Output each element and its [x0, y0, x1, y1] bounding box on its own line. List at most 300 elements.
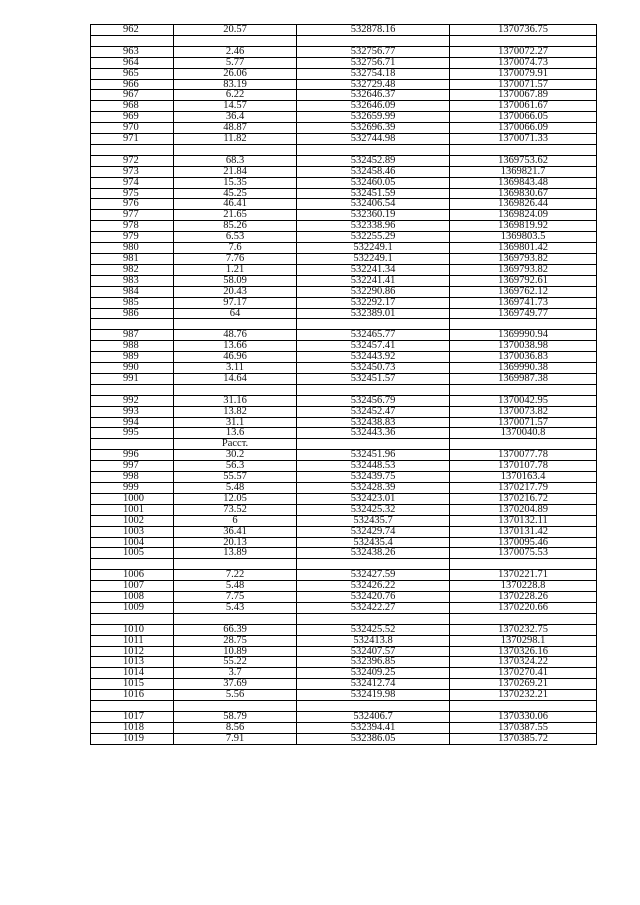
y-coordinate-cell: 1369762.12 [450, 286, 597, 297]
distance-cell: 55.22 [174, 657, 297, 668]
empty-cell [91, 144, 174, 155]
point-number-cell: 963 [91, 46, 174, 57]
table-row [91, 112, 597, 123]
table-row [91, 57, 597, 68]
table-row [91, 123, 597, 134]
x-coordinate-cell: 532754.18 [297, 68, 450, 79]
y-coordinate-cell: 1370071.57 [450, 79, 597, 90]
y-coordinate-cell: 1369843.48 [450, 177, 597, 188]
y-coordinate-cell: 1370066.09 [450, 123, 597, 134]
distance-cell: 1.21 [174, 264, 297, 275]
table-row [91, 210, 597, 221]
y-coordinate-cell: 1370387.55 [450, 722, 597, 733]
distance-cell: 7.22 [174, 570, 297, 581]
coordinates-table-body [91, 25, 597, 745]
distance-cell: 7.76 [174, 254, 297, 265]
y-coordinate-cell: 1369826.44 [450, 199, 597, 210]
point-number-cell: 988 [91, 341, 174, 352]
empty-cell [91, 613, 174, 624]
point-number-cell: 998 [91, 472, 174, 483]
point-number-cell: 983 [91, 275, 174, 286]
y-coordinate-cell: 1369819.92 [450, 221, 597, 232]
point-number-cell: 1013 [91, 657, 174, 668]
point-number-cell: 991 [91, 373, 174, 384]
y-coordinate-cell: 1370131.42 [450, 526, 597, 537]
x-coordinate-cell: 532443.92 [297, 352, 450, 363]
x-coordinate-cell: 532394.41 [297, 722, 450, 733]
x-coordinate-cell: 532435.4 [297, 537, 450, 548]
empty-cell [450, 35, 597, 46]
point-number-cell: 969 [91, 112, 174, 123]
table-row [91, 417, 597, 428]
y-coordinate-cell: 1369990.38 [450, 363, 597, 374]
table-row [91, 297, 597, 308]
table-row [91, 668, 597, 679]
empty-cell [450, 613, 597, 624]
y-coordinate-cell: 1369801.42 [450, 243, 597, 254]
y-coordinate-cell: 1370220.66 [450, 602, 597, 613]
table-row [91, 602, 597, 613]
empty-cell [91, 559, 174, 570]
table-row [91, 46, 597, 57]
distance-cell: 10.89 [174, 646, 297, 657]
x-coordinate-cell: 532413.8 [297, 635, 450, 646]
y-coordinate-cell: 1370269.21 [450, 679, 597, 690]
distance-cell: 26.06 [174, 68, 297, 79]
x-coordinate-cell: 532460.05 [297, 177, 450, 188]
y-coordinate-cell: 1370298.1 [450, 635, 597, 646]
distance-cell: 8.56 [174, 722, 297, 733]
empty-cell [297, 144, 450, 155]
x-coordinate-cell: 532423.01 [297, 493, 450, 504]
table-row [91, 537, 597, 548]
x-coordinate-cell: 532744.98 [297, 134, 450, 145]
x-coordinate-cell: 532427.59 [297, 570, 450, 581]
x-coordinate-cell: 532659.99 [297, 112, 450, 123]
table-row [91, 199, 597, 210]
x-coordinate-cell: 532756.71 [297, 57, 450, 68]
distance-cell: 5.56 [174, 690, 297, 701]
distance-cell: 13.89 [174, 548, 297, 559]
x-coordinate-cell: 532292.17 [297, 297, 450, 308]
table-row [91, 232, 597, 243]
table-row [91, 679, 597, 690]
distance-cell: 37.69 [174, 679, 297, 690]
table-row [91, 373, 597, 384]
x-coordinate-cell: 532646.37 [297, 90, 450, 101]
point-number-cell: 1019 [91, 733, 174, 744]
point-number-cell: 1004 [91, 537, 174, 548]
table-row [91, 101, 597, 112]
point-number-cell: 978 [91, 221, 174, 232]
y-coordinate-cell: 1370061.67 [450, 101, 597, 112]
table-row [91, 406, 597, 417]
table-row [91, 166, 597, 177]
distance-cell: 6.22 [174, 90, 297, 101]
distance-cell: 3.11 [174, 363, 297, 374]
y-coordinate-cell: 1370072.27 [450, 46, 597, 57]
table-row [91, 308, 597, 319]
table-row [91, 188, 597, 199]
empty-cell [174, 35, 297, 46]
point-number-cell: 1016 [91, 690, 174, 701]
x-coordinate-cell: 532450.73 [297, 363, 450, 374]
point-number-cell: 1001 [91, 504, 174, 515]
distance-cell: 13.66 [174, 341, 297, 352]
point-number-cell: 981 [91, 254, 174, 265]
table-row [91, 155, 597, 166]
point-number-cell: 1002 [91, 515, 174, 526]
table-row [91, 515, 597, 526]
table-row [91, 592, 597, 603]
distance-cell: 13.6 [174, 428, 297, 439]
y-coordinate-cell: 1370204.89 [450, 504, 597, 515]
coordinates-table [90, 24, 597, 745]
point-number-cell: 996 [91, 450, 174, 461]
table-row [91, 461, 597, 472]
distance-cell: 58.09 [174, 275, 297, 286]
point-number-cell: 1008 [91, 592, 174, 603]
distance-cell: 13.82 [174, 406, 297, 417]
x-coordinate-cell: 532241.41 [297, 275, 450, 286]
table-row [91, 221, 597, 232]
table-row [91, 733, 597, 744]
y-coordinate-cell: 1369821.7 [450, 166, 597, 177]
point-number-cell: 976 [91, 199, 174, 210]
distance-cell: 55.57 [174, 472, 297, 483]
x-coordinate-cell: 532360.19 [297, 210, 450, 221]
empty-cell [91, 439, 174, 450]
point-number-cell: 1003 [91, 526, 174, 537]
x-coordinate-cell: 532458.46 [297, 166, 450, 177]
x-coordinate-cell: 532412.74 [297, 679, 450, 690]
point-number-cell: 966 [91, 79, 174, 90]
distance-cell: 30.2 [174, 450, 297, 461]
y-coordinate-cell: 1370067.89 [450, 90, 597, 101]
x-coordinate-cell: 532407.57 [297, 646, 450, 657]
table-row [91, 330, 597, 341]
point-number-cell: 999 [91, 483, 174, 494]
empty-cell [297, 613, 450, 624]
empty-cell [297, 35, 450, 46]
point-number-cell: 997 [91, 461, 174, 472]
x-coordinate-cell: 532420.76 [297, 592, 450, 603]
point-number-cell: 989 [91, 352, 174, 363]
x-coordinate-cell: 532419.98 [297, 690, 450, 701]
table-row [91, 624, 597, 635]
table-row [91, 581, 597, 592]
y-coordinate-cell: 1370073.82 [450, 406, 597, 417]
table-row [91, 711, 597, 722]
point-number-cell: 982 [91, 264, 174, 275]
table-row [91, 341, 597, 352]
x-coordinate-cell: 532429.74 [297, 526, 450, 537]
point-number-cell: 1006 [91, 570, 174, 581]
distance-cell: 5.77 [174, 57, 297, 68]
table-row [91, 134, 597, 145]
empty-cell [450, 559, 597, 570]
point-number-cell: 968 [91, 101, 174, 112]
empty-cell [450, 439, 597, 450]
separator-row [91, 384, 597, 395]
y-coordinate-cell: 1369792.61 [450, 275, 597, 286]
distance-cell: 6 [174, 515, 297, 526]
y-coordinate-cell: 1369830.67 [450, 188, 597, 199]
table-row [91, 526, 597, 537]
x-coordinate-cell: 532756.77 [297, 46, 450, 57]
table-row [91, 493, 597, 504]
x-coordinate-cell: 532451.96 [297, 450, 450, 461]
empty-cell [174, 319, 297, 330]
table-row [91, 504, 597, 515]
distance-cell: 21.65 [174, 210, 297, 221]
point-number-cell: 1000 [91, 493, 174, 504]
point-number-cell: 979 [91, 232, 174, 243]
x-coordinate-cell: 532696.39 [297, 123, 450, 134]
separator-row [91, 701, 597, 712]
empty-cell [450, 384, 597, 395]
distance-cell: 20.57 [174, 25, 297, 36]
x-coordinate-cell: 532290.86 [297, 286, 450, 297]
x-coordinate-cell: 532396.85 [297, 657, 450, 668]
x-coordinate-cell: 532451.57 [297, 373, 450, 384]
table-row [91, 722, 597, 733]
distance-cell: 2.46 [174, 46, 297, 57]
x-coordinate-cell: 532255.29 [297, 232, 450, 243]
empty-cell [297, 559, 450, 570]
table-row [91, 254, 597, 265]
table-row [91, 570, 597, 581]
x-coordinate-cell: 532406.7 [297, 711, 450, 722]
point-number-cell: 992 [91, 395, 174, 406]
x-coordinate-cell: 532465.77 [297, 330, 450, 341]
x-coordinate-cell: 532438.83 [297, 417, 450, 428]
empty-cell [91, 384, 174, 395]
x-coordinate-cell: 532448.53 [297, 461, 450, 472]
point-number-cell: 984 [91, 286, 174, 297]
distance-cell: 66.39 [174, 624, 297, 635]
table-row [91, 286, 597, 297]
x-coordinate-cell: 532426.22 [297, 581, 450, 592]
point-number-cell: 1017 [91, 711, 174, 722]
y-coordinate-cell: 1370228.8 [450, 581, 597, 592]
point-number-cell: 1018 [91, 722, 174, 733]
x-coordinate-cell: 532443.36 [297, 428, 450, 439]
distance-cell: 20.13 [174, 537, 297, 548]
y-coordinate-cell: 1370095.46 [450, 537, 597, 548]
y-coordinate-cell: 1370042.95 [450, 395, 597, 406]
empty-cell [91, 701, 174, 712]
point-number-cell: 993 [91, 406, 174, 417]
point-number-cell: 985 [91, 297, 174, 308]
table-row [91, 25, 597, 36]
point-number-cell: 987 [91, 330, 174, 341]
y-coordinate-cell: 1370077.78 [450, 450, 597, 461]
table-row [91, 243, 597, 254]
y-coordinate-cell: 1370330.06 [450, 711, 597, 722]
distance-cell: 6.53 [174, 232, 297, 243]
point-number-cell: 995 [91, 428, 174, 439]
distance-cell: 31.1 [174, 417, 297, 428]
x-coordinate-cell: 532646.09 [297, 101, 450, 112]
distance-cell: 83.19 [174, 79, 297, 90]
point-number-cell: 965 [91, 68, 174, 79]
distance-cell: 58.79 [174, 711, 297, 722]
y-coordinate-cell: 1369990.94 [450, 330, 597, 341]
distance-cell: 15.35 [174, 177, 297, 188]
point-number-cell: 971 [91, 134, 174, 145]
y-coordinate-cell: 1369824.09 [450, 210, 597, 221]
table-row [91, 657, 597, 668]
point-number-cell: 975 [91, 188, 174, 199]
y-coordinate-cell: 1370040.8 [450, 428, 597, 439]
point-number-cell: 973 [91, 166, 174, 177]
y-coordinate-cell: 1370163.4 [450, 472, 597, 483]
x-coordinate-cell: 532241.34 [297, 264, 450, 275]
table-row [91, 548, 597, 559]
table-row [91, 79, 597, 90]
y-coordinate-cell: 1370326.16 [450, 646, 597, 657]
distance-cell: 68.3 [174, 155, 297, 166]
x-coordinate-cell: 532338.96 [297, 221, 450, 232]
distance-cell: 36.4 [174, 112, 297, 123]
empty-cell [450, 144, 597, 155]
point-number-cell: 994 [91, 417, 174, 428]
point-number-cell: 964 [91, 57, 174, 68]
table-row [91, 472, 597, 483]
point-number-cell: 970 [91, 123, 174, 134]
x-coordinate-cell: 532409.25 [297, 668, 450, 679]
table-row [91, 635, 597, 646]
point-number-cell: 974 [91, 177, 174, 188]
point-number-cell: 980 [91, 243, 174, 254]
empty-cell [174, 613, 297, 624]
point-number-cell: 986 [91, 308, 174, 319]
distance-cell: 36.41 [174, 526, 297, 537]
point-number-cell: 990 [91, 363, 174, 374]
y-coordinate-cell: 1370736.75 [450, 25, 597, 36]
point-number-cell: 962 [91, 25, 174, 36]
empty-cell [297, 701, 450, 712]
distance-cell: 21.84 [174, 166, 297, 177]
x-coordinate-cell: 532878.16 [297, 25, 450, 36]
distance-cell: 5.48 [174, 483, 297, 494]
y-coordinate-cell: 1370221.71 [450, 570, 597, 581]
y-coordinate-cell: 1370075.53 [450, 548, 597, 559]
distance-cell: 12.05 [174, 493, 297, 504]
distance-cell: 5.43 [174, 602, 297, 613]
y-coordinate-cell: 1370038.98 [450, 341, 597, 352]
empty-cell [174, 559, 297, 570]
table-row [91, 275, 597, 286]
x-coordinate-cell: 532439.75 [297, 472, 450, 483]
y-coordinate-cell: 1369753.62 [450, 155, 597, 166]
table-row [91, 483, 597, 494]
y-coordinate-cell: 1369987.38 [450, 373, 597, 384]
distance-cell: 56.3 [174, 461, 297, 472]
point-number-cell: 1012 [91, 646, 174, 657]
x-coordinate-cell: 532249.1 [297, 243, 450, 254]
point-number-cell: 1009 [91, 602, 174, 613]
y-coordinate-cell: 1369793.82 [450, 254, 597, 265]
x-coordinate-cell: 532456.79 [297, 395, 450, 406]
point-number-cell: 1014 [91, 668, 174, 679]
y-coordinate-cell: 1370217.79 [450, 483, 597, 494]
empty-cell [174, 384, 297, 395]
distance-cell: 48.87 [174, 123, 297, 134]
distance-cell: 64 [174, 308, 297, 319]
point-number-cell: 977 [91, 210, 174, 221]
x-coordinate-cell: 532428.39 [297, 483, 450, 494]
distance-cell: 11.82 [174, 134, 297, 145]
x-coordinate-cell: 532729.48 [297, 79, 450, 90]
point-number-cell: 967 [91, 90, 174, 101]
x-coordinate-cell: 532452.47 [297, 406, 450, 417]
point-number-cell: 972 [91, 155, 174, 166]
empty-cell [174, 701, 297, 712]
table-row [91, 363, 597, 374]
distance-cell: 20.43 [174, 286, 297, 297]
empty-cell [297, 319, 450, 330]
y-coordinate-cell: 1370036.83 [450, 352, 597, 363]
y-coordinate-cell: 1370270.41 [450, 668, 597, 679]
y-coordinate-cell: 1370132.11 [450, 515, 597, 526]
table-row [91, 646, 597, 657]
distance-cell: 73.52 [174, 504, 297, 515]
y-coordinate-cell: 1370066.05 [450, 112, 597, 123]
separator-row [91, 35, 597, 46]
table-row [91, 177, 597, 188]
y-coordinate-cell: 1370074.73 [450, 57, 597, 68]
x-coordinate-cell: 532435.7 [297, 515, 450, 526]
distance-cell: 85.26 [174, 221, 297, 232]
y-coordinate-cell: 1370071.33 [450, 134, 597, 145]
y-coordinate-cell: 1370324.22 [450, 657, 597, 668]
table-row [91, 395, 597, 406]
x-coordinate-cell: 532425.32 [297, 504, 450, 515]
y-coordinate-cell: 1370232.75 [450, 624, 597, 635]
empty-cell [450, 319, 597, 330]
y-coordinate-cell: 1370071.57 [450, 417, 597, 428]
distance-cell: 46.96 [174, 352, 297, 363]
empty-cell [174, 144, 297, 155]
distance-cell: 5.48 [174, 581, 297, 592]
empty-cell [297, 439, 450, 450]
y-coordinate-cell: 1370228.26 [450, 592, 597, 603]
point-number-cell: 1005 [91, 548, 174, 559]
y-coordinate-cell: 1370079.91 [450, 68, 597, 79]
note-row [91, 439, 597, 450]
table-row [91, 352, 597, 363]
point-number-cell: 1007 [91, 581, 174, 592]
table-row [91, 264, 597, 275]
x-coordinate-cell: 532425.52 [297, 624, 450, 635]
point-number-cell: 1015 [91, 679, 174, 690]
distance-cell: 7.6 [174, 243, 297, 254]
y-coordinate-cell: 1369741.73 [450, 297, 597, 308]
x-coordinate-cell: 532457.41 [297, 341, 450, 352]
separator-row [91, 559, 597, 570]
x-coordinate-cell: 532451.59 [297, 188, 450, 199]
distance-cell: 14.57 [174, 101, 297, 112]
separator-row [91, 319, 597, 330]
empty-cell [91, 319, 174, 330]
empty-cell [450, 701, 597, 712]
distance-cell: 97.17 [174, 297, 297, 308]
y-coordinate-cell: 1369793.82 [450, 264, 597, 275]
distance-cell: 7.75 [174, 592, 297, 603]
table-row [91, 450, 597, 461]
